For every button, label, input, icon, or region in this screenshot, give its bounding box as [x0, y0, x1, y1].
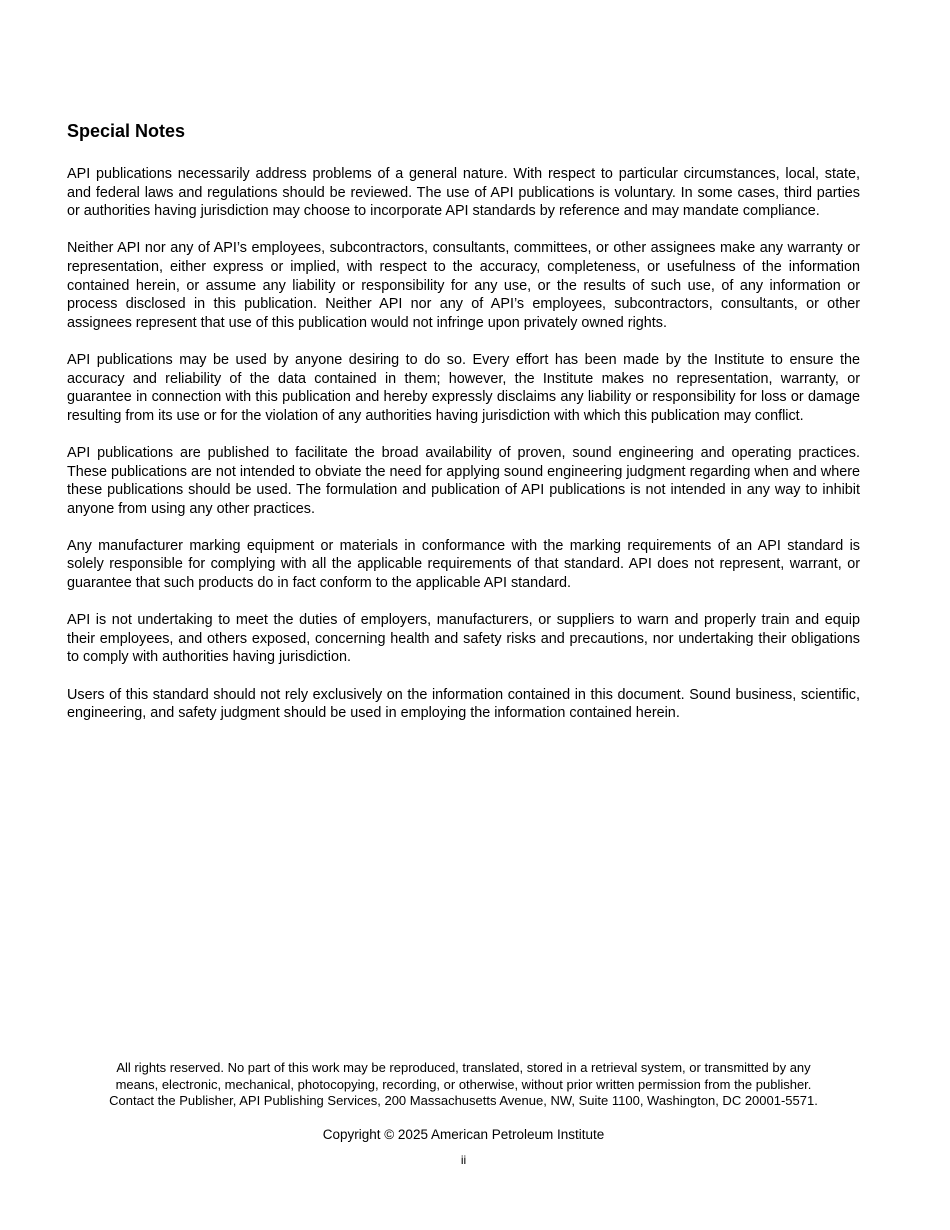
paragraph-manufacturer-marking: Any manufacturer marking equipment or materials in conformance with the marking requirements of an API standard is solely responsible for complying with all the applicable requirements of that standard. API does not represent, warrant, or guarantee that such products do in fact conform to the applicable API standard. [67, 537, 860, 592]
paragraph-publication-purpose: API publications are published to facilitate the broad availability of proven, sound engineering and operating practices. These publications are not intended to obviate the need for applying sound engineering judgment regarding when and where these publications should be used. The formulation and publication of API publications is not intended in any way to inhibit anyone from using any other practices. [67, 444, 860, 517]
special-notes-body [67, 165, 860, 741]
page-number: ii [460, 1153, 467, 1167]
paragraph-employer-duties: API is not undertaking to meet the duties of employers, manufacturers, or suppliers to warn and properly train and equip their employees, and others exposed, concerning health and safety risks and precautions, nor undertaking their obligations to comply with authorities having jurisdiction. [67, 612, 860, 666]
paragraph-use-by-anyone: API publications may be used by anyone desiring to do so. Every effort has been made by the Institute to ensure the accuracy and reliability of the data contained in them; however, the Institute makes no representation, warranty, or guarantee in connection with this publication and hereby expressly disclaims any liability or responsibility for loss or damage resulting from its use or for the violation of any authorities having jurisdiction with which this publication may conflict. [67, 351, 860, 424]
page-title: Special Notes [67, 121, 186, 141]
rights-notice [67, 1060, 860, 1110]
paragraph-no-warranty: Neither API nor any of API’s employees, subcontractors, consultants, committees, or other assignees make any warranty or representation, either express or implied, with respect to the accuracy, completeness, or usefulness of the information contained herein, or assume any liability or responsibility for any use, or the results of such use, of any information or process disclosed in this publication. Neither API nor any of API’s employees, subcontractors, consultants, or other assignees represent that use of this publication would not infringe upon privately owned rights. [67, 240, 860, 331]
rights-notice-line: means, electronic, mechanical, photocopying, recording, or otherwise, without prior written permission from the publisher. [115, 1076, 812, 1092]
rights-notice-line: All rights reserved. No part of this work may be reproduced, translated, stored in a retrieval system, or transmitted by any [116, 1060, 811, 1075]
paragraph-user-judgment: Users of this standard should not rely exclusively on the information contained in this document. Sound business, scientific, engineering, and safety judgment should be used in employing the information contained herein. [67, 686, 860, 722]
copyright-notice: Copyright © 2025 American Petroleum Institute [322, 1127, 605, 1142]
paragraph-general-nature: API publications necessarily address problems of a general nature. With respect to particular circumstances, local, state, and federal laws and regulations should be reviewed. The use of API publications is voluntary. In some cases, third parties or authorities having jurisdiction may choose to incorporate API standards by reference and may mandate compliance. [67, 166, 860, 220]
rights-notice-line: Contact the Publisher, API Publishing Services, 200 Massachusetts Avenue, NW, Suite 1100, Washington, DC 20001-5571. [109, 1093, 818, 1108]
